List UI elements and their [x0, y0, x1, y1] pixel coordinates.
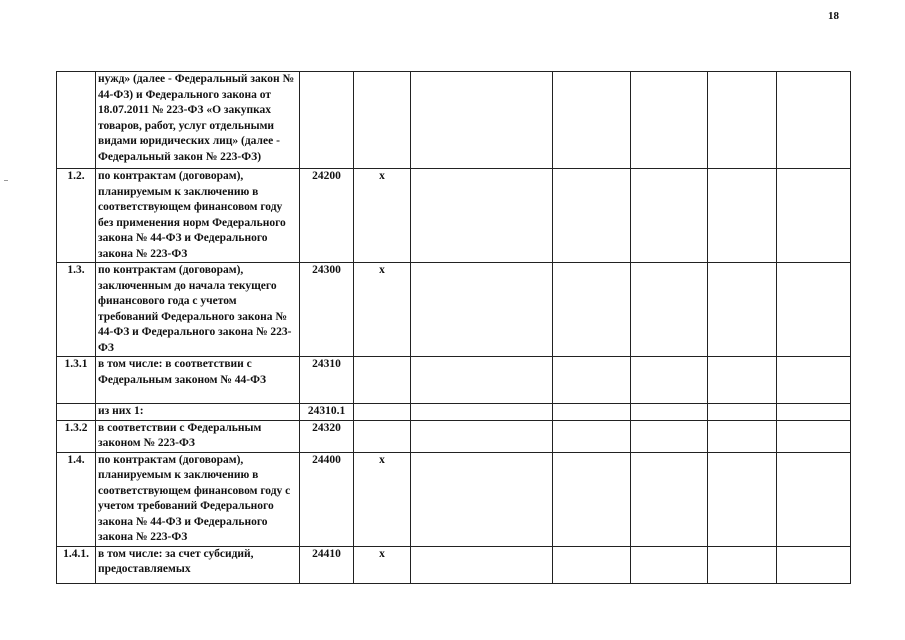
row-mark: x — [354, 546, 411, 583]
empty-cell — [708, 263, 777, 357]
row-mark: x — [354, 452, 411, 546]
empty-cell — [777, 452, 851, 546]
empty-cell — [411, 169, 553, 263]
empty-cell — [411, 546, 553, 583]
empty-cell — [411, 263, 553, 357]
row-code: 24320 — [300, 420, 354, 452]
row-code: 24300 — [300, 263, 354, 357]
empty-cell — [553, 452, 631, 546]
table-row — [57, 263, 851, 357]
empty-cell — [631, 546, 708, 583]
row-description: в соответствии с Федеральным законом № 223-ФЗ — [96, 420, 300, 452]
row-number: 1.4.1. — [57, 546, 96, 583]
empty-cell — [777, 72, 851, 169]
row-code: 24200 — [300, 169, 354, 263]
row-description: в том числе: в соответствии с Федеральным законом № 44-ФЗ — [96, 357, 300, 404]
empty-cell — [777, 357, 851, 404]
table-row — [57, 546, 851, 583]
row-mark — [354, 404, 411, 421]
empty-cell — [708, 72, 777, 169]
row-number — [57, 404, 96, 421]
table-row — [57, 452, 851, 546]
table-row — [57, 404, 851, 421]
table-row — [57, 72, 851, 169]
row-number: 1.3. — [57, 263, 96, 357]
empty-cell — [553, 72, 631, 169]
empty-cell — [411, 420, 553, 452]
empty-cell — [708, 404, 777, 421]
row-code: 24310 — [300, 357, 354, 404]
empty-cell — [411, 452, 553, 546]
empty-cell — [631, 72, 708, 169]
empty-cell — [708, 357, 777, 404]
margin-mark — [4, 180, 8, 181]
empty-cell — [411, 404, 553, 421]
table-row — [57, 169, 851, 263]
empty-cell — [631, 169, 708, 263]
empty-cell — [708, 452, 777, 546]
empty-cell — [631, 404, 708, 421]
empty-cell — [708, 169, 777, 263]
empty-cell — [708, 420, 777, 452]
table-row — [57, 357, 851, 404]
empty-cell — [411, 357, 553, 404]
empty-cell — [631, 357, 708, 404]
empty-cell — [777, 420, 851, 452]
empty-cell — [553, 169, 631, 263]
row-description: нужд» (далее - Федеральный закон № 44-ФЗ) и Федерального закона от 18.07.2011 № 223-ФЗ «О закупках товаров, работ, услуг отдельными видами юридических лиц» (далее - Федеральный закон № 223-ФЗ) — [96, 72, 300, 169]
empty-cell — [553, 546, 631, 583]
table-row — [57, 420, 851, 452]
empty-cell — [708, 546, 777, 583]
row-number: 1.3.1 — [57, 357, 96, 404]
row-number — [57, 72, 96, 169]
row-code: 24310.1 — [300, 404, 354, 421]
empty-cell — [777, 404, 851, 421]
row-mark — [354, 357, 411, 404]
page-number: 18 — [828, 10, 839, 22]
empty-cell — [553, 404, 631, 421]
empty-cell — [553, 357, 631, 404]
empty-cell — [553, 263, 631, 357]
row-mark — [354, 72, 411, 169]
empty-cell — [553, 420, 631, 452]
empty-cell — [777, 169, 851, 263]
row-description: из них 1: — [96, 404, 300, 421]
row-description: по контрактам (договорам), заключенным до начала текущего финансового года с учетом требований Федерального закона № 44-ФЗ и Федерального закона № 223-ФЗ — [96, 263, 300, 357]
empty-cell — [777, 263, 851, 357]
row-mark: x — [354, 169, 411, 263]
empty-cell — [631, 263, 708, 357]
row-number: 1.2. — [57, 169, 96, 263]
row-code: 24410 — [300, 546, 354, 583]
empty-cell — [777, 546, 851, 583]
row-mark — [354, 420, 411, 452]
row-mark: x — [354, 263, 411, 357]
row-description: по контрактам (договорам), планируемым к заключению в соответствующем финансовом году без применения норм Федерального закона № 44-ФЗ и Федерального закона № 223-ФЗ — [96, 169, 300, 263]
row-description: по контрактам (договорам), планируемым к заключению в соответствующем финансовом году с учетом требований Федерального закона № 44-ФЗ и Федерального закона № 223-ФЗ — [96, 452, 300, 546]
row-code — [300, 72, 354, 169]
row-code: 24400 — [300, 452, 354, 546]
row-number: 1.3.2 — [57, 420, 96, 452]
empty-cell — [631, 420, 708, 452]
empty-cell — [631, 452, 708, 546]
row-description: в том числе: за счет субсидий, предоставляемых — [96, 546, 300, 583]
document-table — [56, 71, 851, 584]
empty-cell — [411, 72, 553, 169]
row-number: 1.4. — [57, 452, 96, 546]
